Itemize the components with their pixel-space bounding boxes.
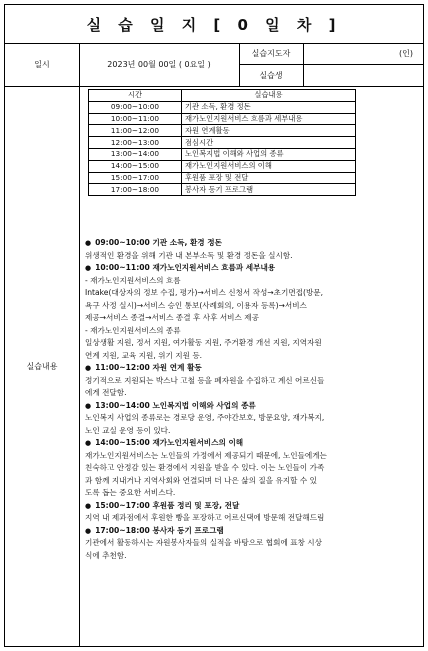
- schedule-content: 봉사자 동기 프로그램: [182, 184, 356, 196]
- schedule-row: [89, 113, 356, 125]
- header-section: [5, 43, 423, 87]
- schedule-row: [89, 148, 356, 160]
- schedule-content: 자원 연계활동: [182, 125, 356, 137]
- supervisor-label: 실습지도자: [251, 49, 291, 58]
- body-line: 친숙하고 안정감 있는 환경에서 지원을 받을 수 있다. 이는 노인들이 가족: [85, 463, 325, 472]
- section-label: 실습내용: [26, 361, 58, 371]
- schedule-row: [89, 125, 356, 137]
- schedule-row: [89, 184, 356, 196]
- schedule-time: 17:00~18:00: [89, 184, 182, 196]
- section-heading: ● 09:00~10:00 기관 소독, 환경 정돈: [85, 237, 421, 250]
- body-line: 도록 돕는 중요한 서비스다.: [85, 488, 176, 497]
- practice-journal-form: [4, 4, 424, 647]
- body-line: 연계 지원, 교육 지원, 위기 지원 등.: [85, 350, 203, 360]
- schedule-content: 기관 소독, 환경 정돈: [182, 101, 356, 113]
- schedule-time: 10:00~11:00: [89, 113, 182, 125]
- seal-mark: (인): [399, 49, 413, 58]
- schedule-content: 후원품 포장 및 전달: [182, 172, 356, 184]
- schedule-time: 13:00~14:00: [89, 148, 182, 160]
- body-line: 에게 전달함.: [85, 388, 127, 397]
- page-title: 실 습 일 지 [ 0 일 차 ]: [5, 5, 423, 44]
- section-heading: ● 17:00~18:00 봉사자 동기 프로그램: [85, 525, 421, 538]
- section-heading: ● 10:00~11:00 재가노인지원서비스 흐름과 세부내용: [85, 262, 421, 275]
- body-line: 정기적으로 지원되는 박스나 고철 등을 폐자원을 수집하고 계신 어르신들: [85, 375, 325, 385]
- schedule-row: [89, 101, 356, 113]
- body-line: 기관에서 활동하시는 자원봉사자들의 실적을 바탕으로 협회에 표창 시상: [85, 538, 322, 547]
- schedule-row: [89, 137, 356, 149]
- date-value: 2023년 00월 00일 ( 0요일 ): [107, 60, 211, 69]
- schedule-time: 11:00~12:00: [89, 125, 182, 137]
- body-line: 과 함께 지내거나 지역사회와 연결되며 더 나은 삶의 질을 유지할 수 있: [85, 475, 317, 485]
- schedule-time: 14:00~15:00: [89, 160, 182, 172]
- schedule-table: [88, 89, 356, 196]
- body-line: Intake(대상자의 정보 수집, 평가)→서비스 신청서 작성→초기면접(방문,: [85, 288, 324, 297]
- schedule-time: 09:00~10:00: [89, 101, 182, 113]
- schedule-content: 점심시간: [182, 137, 356, 149]
- schedule-row: [89, 160, 356, 172]
- section-heading: ● 15:00~17:00 후원품 정리 및 포장, 전달: [85, 500, 421, 513]
- body-line: 제공→서비스 종결→서비스 종결 후 사후 서비스 제공: [85, 313, 259, 322]
- section-heading: ● 13:00~14:00 노인복지법 이해와 사업의 종류: [85, 400, 421, 413]
- body-line: 위생적인 환경을 위해 기관 내 본부소독 및 환경 정돈을 실시함.: [85, 250, 293, 260]
- body-line: 노인 교실 운영 등이 있다.: [85, 425, 171, 435]
- student-label: 실습생: [259, 70, 283, 80]
- body-line: - 재가노인지원서비스의 종류: [85, 325, 181, 335]
- schedule-time: 15:00~17:00: [89, 172, 182, 184]
- body-line: 식에 추천함.: [85, 550, 127, 560]
- schedule-content: 노인복지법 이해와 사업의 종류: [182, 148, 356, 160]
- body-line: 욕구 사정 실시)→서비스 승인 통보(사례회의, 이용자 등록)→서비스: [85, 300, 307, 310]
- body-line: - 재가노인지원서비스의 흐름: [85, 275, 181, 285]
- schedule-row: [89, 172, 356, 184]
- body-line: 노인복지 사업의 종류로는 경로당 운영, 주야간보호, 방문요양, 재가복지,: [85, 413, 325, 422]
- schedule-content: 재가노인지원서비스의 이해: [182, 160, 356, 172]
- schedule-content: 재가노인지원서비스 흐름과 세부내용: [182, 113, 356, 125]
- content-column-header: 실습내용: [182, 90, 356, 102]
- journal-body: [85, 237, 421, 562]
- schedule-time: 12:00~13:00: [89, 137, 182, 149]
- time-column-header: 시간: [89, 90, 182, 102]
- section-heading: ● 11:00~12:00 자원 연계 활동: [85, 362, 421, 375]
- date-label: 일시: [34, 60, 50, 69]
- body-line: 재가노인지원서비스는 노인들의 가정에서 제공되기 때문에, 노인들에게는: [85, 450, 327, 460]
- schedule-header-row: [89, 90, 356, 102]
- section-heading: ● 14:00~15:00 재가노인지원서비스의 이해: [85, 437, 421, 450]
- body-line: 일상생활 지원, 정서 지원, 여가활동 지원, 주거환경 개선 지원, 지역자원: [85, 338, 322, 347]
- body-line: 지역 내 제과점에서 후원한 빵을 포장하고 어르신댁에 방문해 전달해드림: [85, 513, 325, 522]
